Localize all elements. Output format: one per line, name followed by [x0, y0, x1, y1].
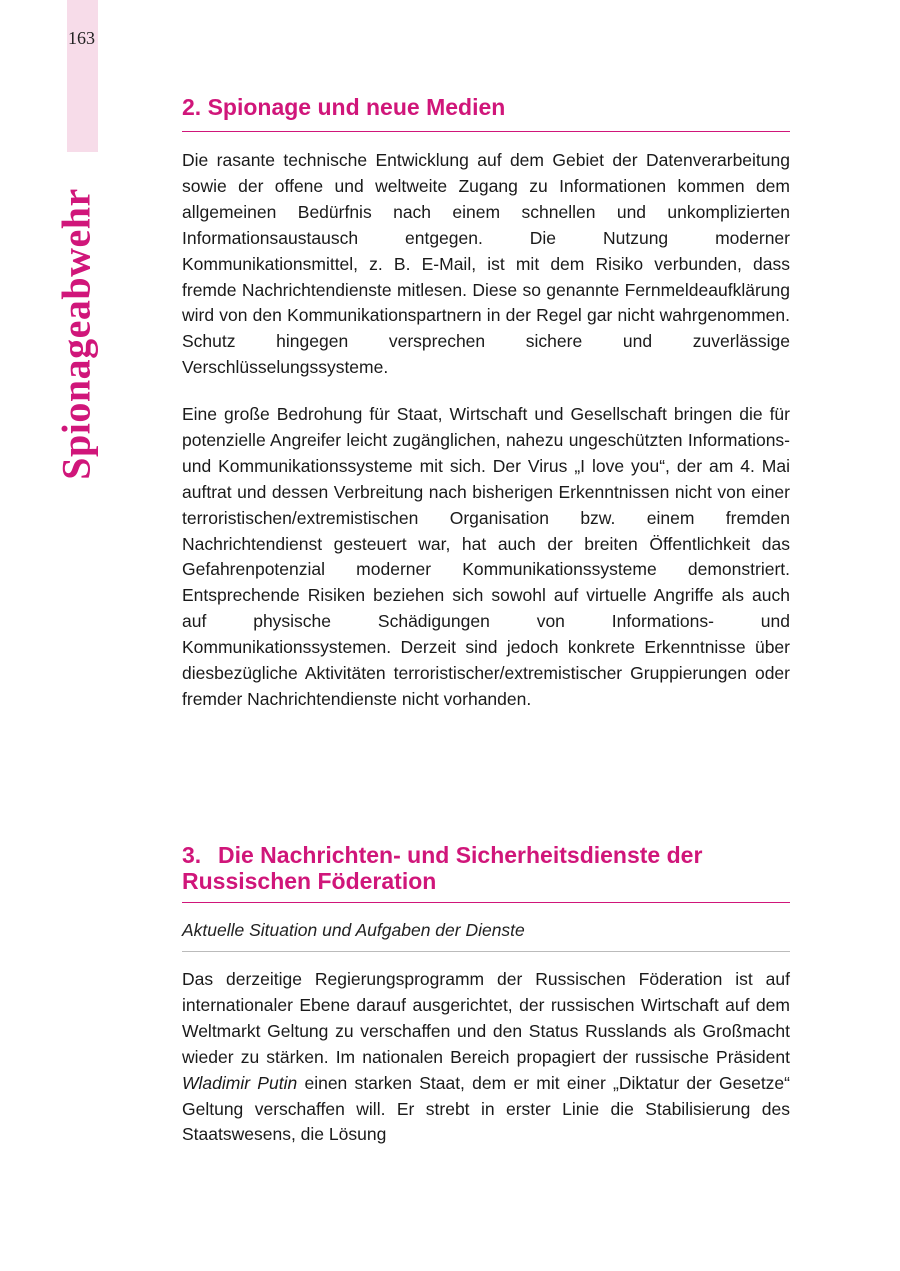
- section-2-rule: [182, 131, 790, 132]
- section-3-subheading: Aktuelle Situation und Aufgaben der Dienste: [182, 920, 525, 940]
- section-2-heading: 2. Spionage und neue Medien: [182, 94, 506, 120]
- section-3-heading: [182, 842, 790, 894]
- side-label-text: Spionageabwehr: [53, 188, 99, 480]
- section-3-paragraph-end: einen starken Staat, dem er mit einer „Diktatur der Gesetze“ Geltung verschaffen will. Er strebt in erster Linie die Stabilisierung des Staatswesens, die Lösung: [182, 1072, 790, 1145]
- side-label: [46, 188, 106, 480]
- section-2-paragraph-2: Eine große Bedrohung für Staat, Wirtschaft und Gesellschaft bringen die für potenzielle Angreifer leicht zugänglichen, nahezu ungeschützten Informations- und Kommunikationssysteme mit sich. Der Virus „I love you“, der am 4. Mai auftrat und dessen Verbreitung nach bisherigen Erkenntnissen nicht von einer terroristischen/extremistischen Organisation bzw. einem fremden Nachrichtendienst gesteuert war, hat auch der breiten Öffentlichkeit das Gefahrenpotenzial moderner Kommunikationssysteme demonstriert. Entsprechende Risiken beziehen sich sowohl auf virtuelle Angriffe als auch auf physische Schädigungen von Informations- und Kommunikationssystemen. Derzeit sind jedoch konkrete Erkenntnisse über diesbezügliche Aktivitäten terroristischer/extremistischer Gruppierungen oder fremder Nachrichtendienste nicht vorhanden.: [182, 404, 790, 709]
- section-3-title: Die Nachrichten- und Sicherheitsdienste der Russischen Föderation: [182, 842, 703, 894]
- section-3-paragraph-start: Das derzeitige Regierungsprogramm der Russischen Föderation ist auf internationaler Ebene darauf ausgerichtet, der russischen Wirtschaft auf dem Weltmarkt Geltung zu verschaffen und den Status Russlands als Großmacht wieder zu stärken. Im nationalen Bereich propagiert der russische Präsident: [182, 969, 790, 1067]
- side-tab: [67, 0, 98, 152]
- section-3-paragraph: [182, 967, 790, 1148]
- section-3-rule: [182, 902, 790, 903]
- section-3-number: 3.: [182, 842, 202, 868]
- subheading-rule: [182, 951, 790, 952]
- page-number: 163: [68, 28, 95, 48]
- section-2-paragraph-1: Die rasante technische Entwicklung auf dem Gebiet der Datenverarbeitung sowie der offene und weltweite Zugang zu Informationen kommen dem allgemeinen Bedürfnis nach einem schnellen und unkomplizierten Informationsaustausch entgegen. Die Nutzung moderner Kommunikationsmittel, z. B. E-Mail, ist mit dem Risiko verbunden, dass fremde Nachrichtendienste mitlesen. Diese so genannte Fernmeldeaufklärung wird von den Kommunikationspartnern in der Regel gar nicht wahrgenommen. Schutz hingegen versprechen sichere und zuverlässige Verschlüsselungssysteme.: [182, 150, 790, 378]
- section-3-paragraph-name: Wladimir Putin: [182, 1072, 298, 1093]
